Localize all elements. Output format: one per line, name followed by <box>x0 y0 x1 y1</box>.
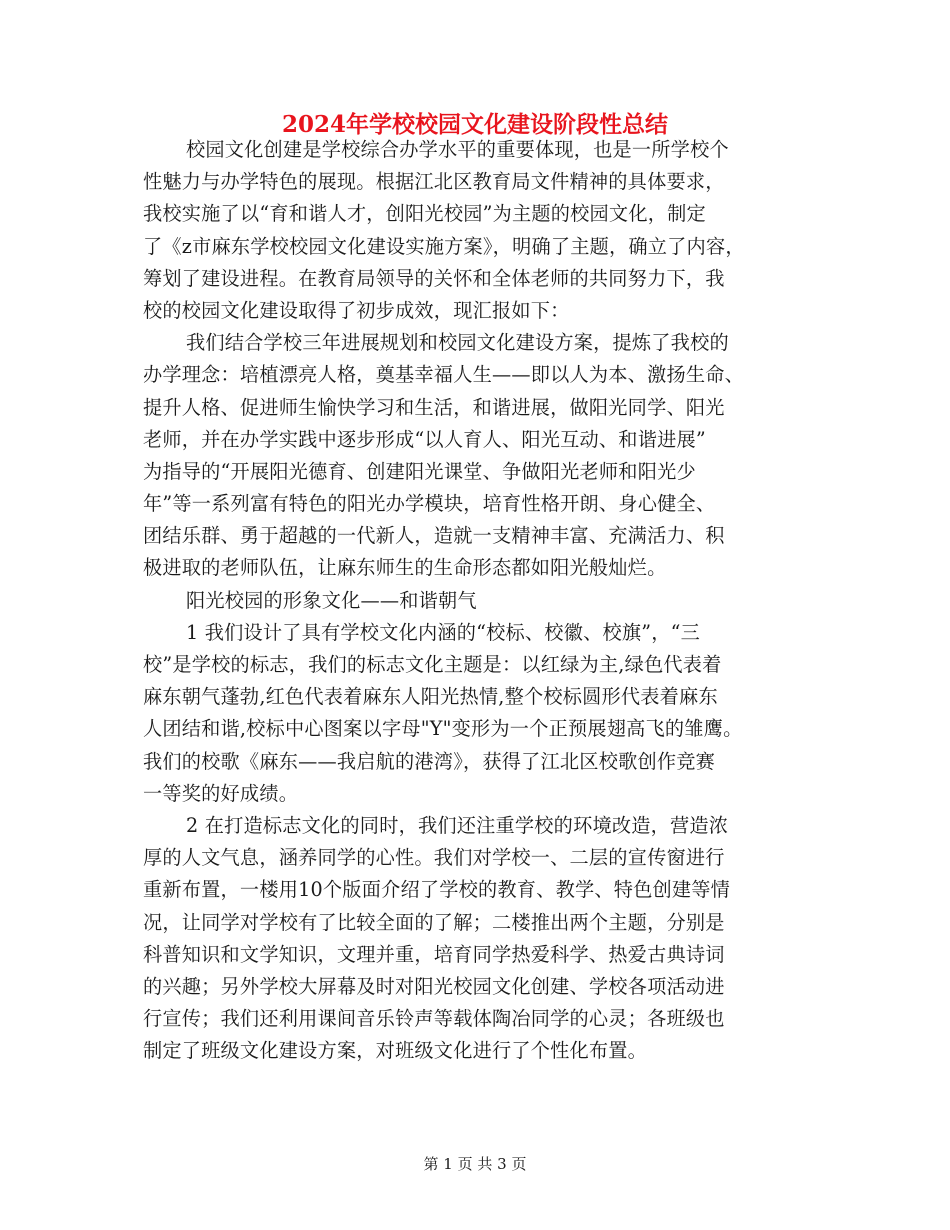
body-line: 老师，并在办学实践中逐步形成“以人育人、阳光互动、和谐进展” <box>143 427 706 451</box>
section-heading: 阳光校园的形象文化——和谐朝气 <box>186 588 477 612</box>
body-line: 科普知识和文学知识，文理并重，培育同学热爱科学、热爱古典诗词 <box>143 942 725 966</box>
body-line: 了《z市麻东学校校园文化建设实施方案》，明确了主题，确立了内容， <box>143 234 745 258</box>
body-line: 筹划了建设进程。在教育局领导的关怀和全体老师的共同努力下，我 <box>143 266 725 290</box>
body-line: 年”等一系列富有特色的阳光办学模块，培育性格开朗、身心健全、 <box>143 492 716 516</box>
body-line: 2 在打造标志文化的同时，我们还注重学校的环境改造，营造浓 <box>186 813 729 837</box>
body-line: 我校实施了以“育和谐人才，创阳光校园”为主题的校园文化，制定 <box>143 202 706 226</box>
body-line: 办学理念：培植漂亮人格，奠基幸福人生——即以人为本、激扬生命、 <box>143 363 745 387</box>
body-line: 制定了班级文化建设方案，对班级文化进行了个性化布置。 <box>143 1039 648 1063</box>
body-line: 性魅力与办学特色的展现。根据江北区教育局文件精神的具体要求， <box>143 170 725 194</box>
body-line: 我们的校歌《麻东——我启航的港湾》，获得了江北区校歌创作竞赛 <box>143 749 716 773</box>
body-line: 我们结合学校三年进展规划和校园文化建设方案，提炼了我校的 <box>186 331 729 355</box>
body-line: 一等奖的好成绩。 <box>143 781 299 805</box>
body-line: 校”是学校的标志，我们的标志文化主题是：以红绿为主,绿色代表着 <box>143 653 722 676</box>
body-line: 麻东朝气蓬勃,红色代表着麻东人阳光热情,整个校标圆形代表着麻东 <box>143 685 718 709</box>
body-line: 行宣传；我们还利用课间音乐铃声等载体陶冶同学的心灵；各班级也 <box>143 1007 725 1031</box>
body-line: 提升人格、促进师生愉快学习和生活，和谐进展，做阳光同学、阳光 <box>143 395 725 419</box>
body-line: 校园文化创建是学校综合办学水平的重要体现，也是一所学校个 <box>186 138 729 161</box>
body-line: 1 我们设计了具有学校文化内涵的“校标、校徽、校旗”，“三 <box>186 620 701 644</box>
document-title: 2024年学校校园文化建设阶段性总结 <box>281 111 668 138</box>
body-line: 况，让同学对学校有了比较全面的了解；二楼推出两个主题，分别是 <box>143 910 725 934</box>
body-line: 校的校园文化建设取得了初步成效，现汇报如下： <box>143 298 570 322</box>
document-body <box>143 134 833 1067</box>
body-line: 团结乐群、勇于超越的一代新人，造就一支精神丰富、充满活力、积 <box>143 524 725 548</box>
body-line: 的兴趣；另外学校大屏幕及时对阳光校园文化创建、学校各项活动进 <box>143 974 725 998</box>
body-line: 厚的人文气息，涵养同学的心性。我们对学校一、二层的宣传窗进行 <box>143 846 725 870</box>
body-line: 为指导的“开展阳光德育、创建阳光课堂、争做阳光老师和阳光少 <box>143 459 696 483</box>
body-line: 极进取的老师队伍，让麻东师生的生命形态都如阳光般灿烂。 <box>143 556 667 580</box>
page-number-footer: 第 1 页 共 3 页 <box>423 1155 527 1173</box>
body-line: 重新布置，一楼用10个版面介绍了学校的教育、教学、特色创建等情 <box>143 878 731 902</box>
body-line: 人团结和谐,校标中心图案以字母"Y"变形为一个正预展翅高飞的雏鹰。 <box>143 717 743 741</box>
